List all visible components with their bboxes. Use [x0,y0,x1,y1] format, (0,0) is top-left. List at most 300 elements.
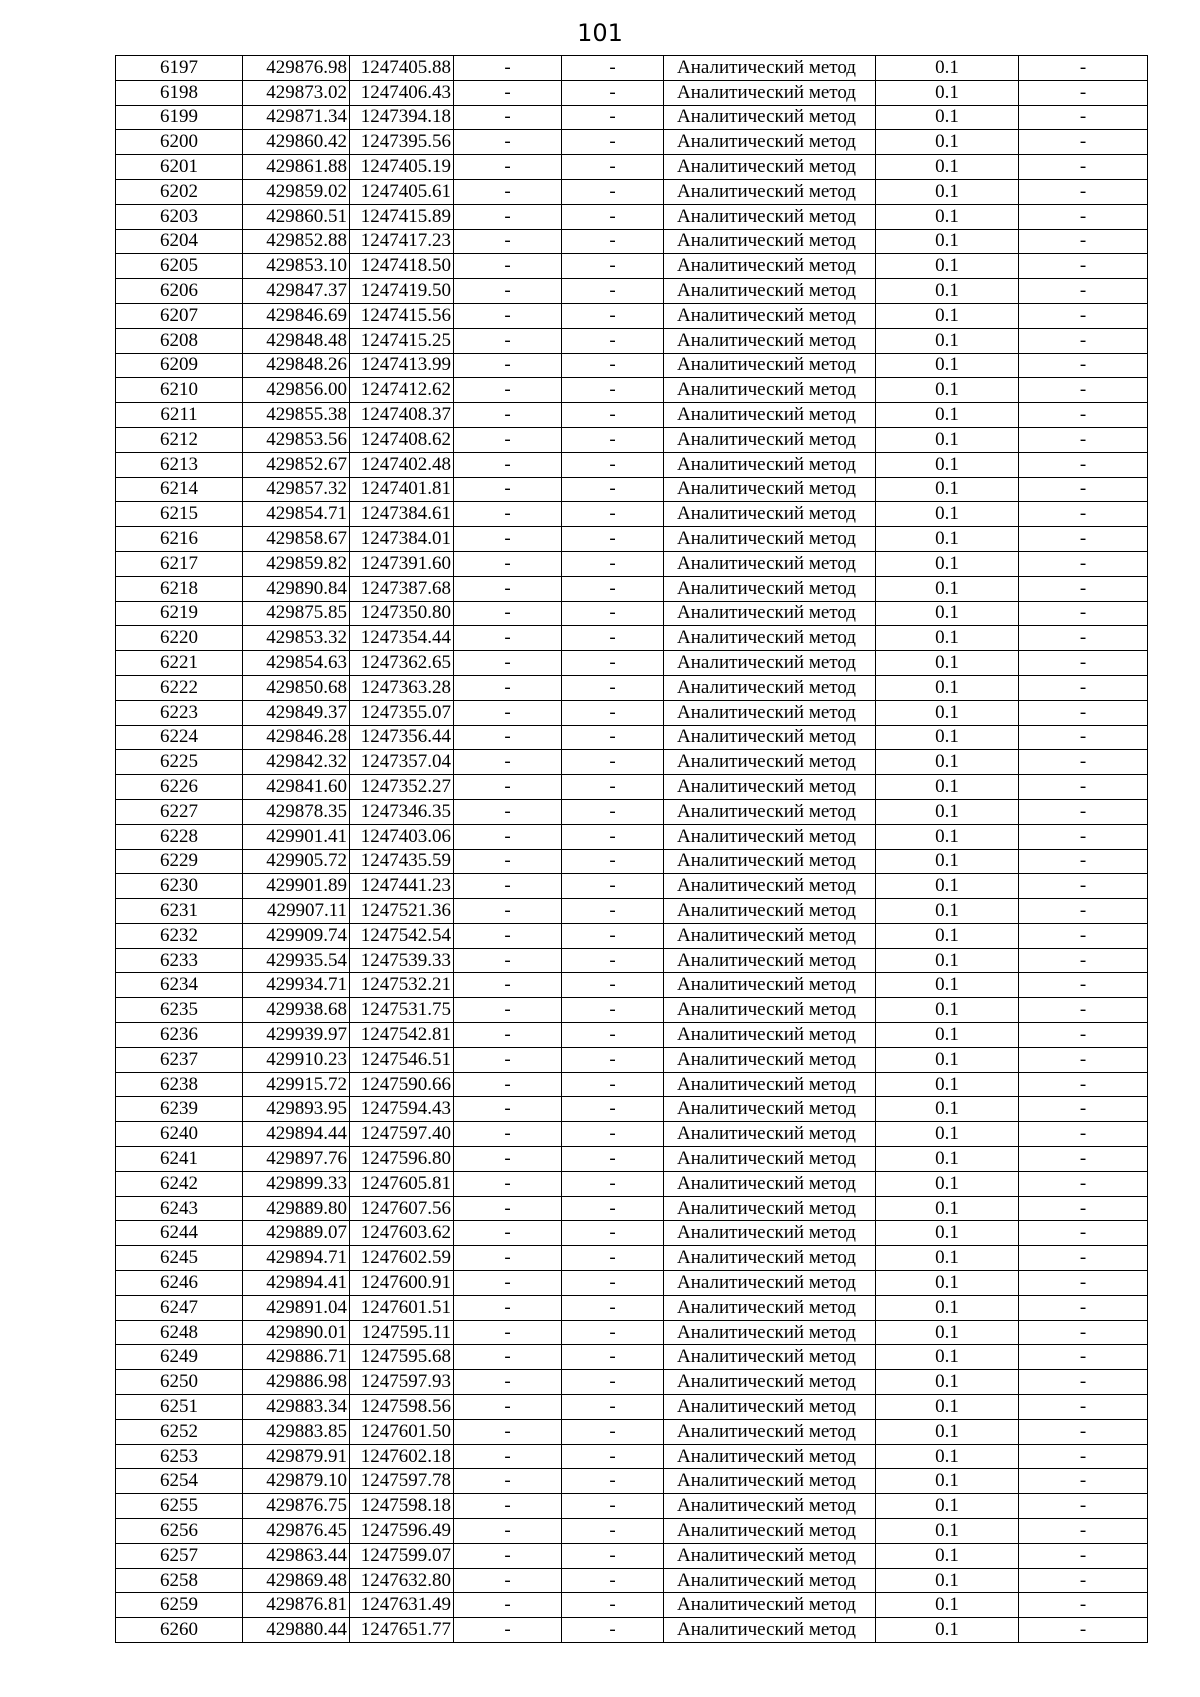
empty-cell: - [454,155,562,180]
empty-cell: - [562,1419,664,1444]
table-row [116,601,1148,626]
empty-cell: - [454,601,562,626]
empty-cell: - [562,1171,664,1196]
empty-cell: - [562,328,664,353]
empty-cell: - [454,1246,562,1271]
table-row [116,750,1148,775]
table-row [116,1469,1148,1494]
empty-cell: - [454,303,562,328]
empty-cell: - [1019,1320,1148,1345]
empty-cell: - [454,1221,562,1246]
table-row [116,80,1148,105]
empty-cell: - [562,378,664,403]
empty-cell: - [454,502,562,527]
empty-cell: - [562,254,664,279]
empty-cell: - [562,824,664,849]
y-coordinate-cell: 1247435.59 [350,849,454,874]
y-coordinate-cell: 1247384.61 [350,502,454,527]
table-row [116,502,1148,527]
accuracy-cell: 0.1 [876,1295,1019,1320]
empty-cell: - [454,56,562,81]
method-cell: Аналитический метод [664,229,876,254]
empty-cell: - [454,799,562,824]
point-number-cell: 6220 [116,626,243,651]
x-coordinate-cell: 429938.68 [243,998,350,1023]
table-row [116,874,1148,899]
table-row [116,427,1148,452]
accuracy-cell: 0.1 [876,1568,1019,1593]
empty-cell: - [454,750,562,775]
y-coordinate-cell: 1247406.43 [350,80,454,105]
empty-cell: - [562,80,664,105]
x-coordinate-cell: 429894.41 [243,1271,350,1296]
table-row [116,1519,1148,1544]
empty-cell: - [1019,750,1148,775]
accuracy-cell: 0.1 [876,899,1019,924]
method-cell: Аналитический метод [664,1072,876,1097]
point-number-cell: 6217 [116,551,243,576]
x-coordinate-cell: 429889.07 [243,1221,350,1246]
accuracy-cell: 0.1 [876,80,1019,105]
empty-cell: - [562,1196,664,1221]
point-number-cell: 6205 [116,254,243,279]
y-coordinate-cell: 1247419.50 [350,279,454,304]
table-row [116,675,1148,700]
empty-cell: - [1019,179,1148,204]
empty-cell: - [1019,1271,1148,1296]
empty-cell: - [454,1320,562,1345]
x-coordinate-cell: 429854.71 [243,502,350,527]
point-number-cell: 6225 [116,750,243,775]
accuracy-cell: 0.1 [876,923,1019,948]
point-number-cell: 6222 [116,675,243,700]
y-coordinate-cell: 1247607.56 [350,1196,454,1221]
y-coordinate-cell: 1247531.75 [350,998,454,1023]
empty-cell: - [1019,1345,1148,1370]
x-coordinate-cell: 429857.32 [243,477,350,502]
accuracy-cell: 0.1 [876,1395,1019,1420]
empty-cell: - [454,1047,562,1072]
empty-cell: - [454,1419,562,1444]
table-row [116,1618,1148,1643]
method-cell: Аналитический метод [664,1097,876,1122]
accuracy-cell: 0.1 [876,204,1019,229]
accuracy-cell: 0.1 [876,477,1019,502]
empty-cell: - [562,1147,664,1172]
x-coordinate-cell: 429853.32 [243,626,350,651]
x-coordinate-cell: 429850.68 [243,675,350,700]
point-number-cell: 6224 [116,725,243,750]
empty-cell: - [454,204,562,229]
accuracy-cell: 0.1 [876,601,1019,626]
table-row [116,1568,1148,1593]
empty-cell: - [562,179,664,204]
point-number-cell: 6202 [116,179,243,204]
method-cell: Аналитический метод [664,80,876,105]
accuracy-cell: 0.1 [876,948,1019,973]
empty-cell: - [454,775,562,800]
empty-cell: - [562,229,664,254]
table-row [116,155,1148,180]
empty-cell: - [454,576,562,601]
x-coordinate-cell: 429901.89 [243,874,350,899]
empty-cell: - [1019,1543,1148,1568]
method-cell: Аналитический метод [664,1469,876,1494]
empty-cell: - [562,204,664,229]
empty-cell: - [562,477,664,502]
method-cell: Аналитический метод [664,1618,876,1643]
empty-cell: - [1019,1469,1148,1494]
y-coordinate-cell: 1247602.59 [350,1246,454,1271]
empty-cell: - [1019,1419,1148,1444]
y-coordinate-cell: 1247597.40 [350,1122,454,1147]
empty-cell: - [1019,923,1148,948]
y-coordinate-cell: 1247384.01 [350,527,454,552]
accuracy-cell: 0.1 [876,973,1019,998]
accuracy-cell: 0.1 [876,1023,1019,1048]
point-number-cell: 6219 [116,601,243,626]
empty-cell: - [454,1271,562,1296]
empty-cell: - [562,948,664,973]
method-cell: Аналитический метод [664,551,876,576]
y-coordinate-cell: 1247597.93 [350,1370,454,1395]
empty-cell: - [1019,1568,1148,1593]
method-cell: Аналитический метод [664,576,876,601]
empty-cell: - [454,254,562,279]
x-coordinate-cell: 429894.44 [243,1122,350,1147]
y-coordinate-cell: 1247413.99 [350,353,454,378]
x-coordinate-cell: 429910.23 [243,1047,350,1072]
accuracy-cell: 0.1 [876,1320,1019,1345]
table-row [116,1023,1148,1048]
table-row [116,452,1148,477]
method-cell: Аналитический метод [664,775,876,800]
x-coordinate-cell: 429860.51 [243,204,350,229]
table-row [116,1345,1148,1370]
accuracy-cell: 0.1 [876,1072,1019,1097]
x-coordinate-cell: 429852.88 [243,229,350,254]
method-cell: Аналитический метод [664,452,876,477]
x-coordinate-cell: 429847.37 [243,279,350,304]
y-coordinate-cell: 1247651.77 [350,1618,454,1643]
empty-cell: - [454,1072,562,1097]
empty-cell: - [1019,725,1148,750]
empty-cell: - [562,1593,664,1618]
point-number-cell: 6232 [116,923,243,948]
point-number-cell: 6231 [116,899,243,924]
accuracy-cell: 0.1 [876,1494,1019,1519]
empty-cell: - [562,303,664,328]
point-number-cell: 6243 [116,1196,243,1221]
empty-cell: - [1019,1370,1148,1395]
accuracy-cell: 0.1 [876,1469,1019,1494]
point-number-cell: 6214 [116,477,243,502]
empty-cell: - [562,1543,664,1568]
y-coordinate-cell: 1247352.27 [350,775,454,800]
empty-cell: - [1019,576,1148,601]
table-row [116,204,1148,229]
empty-cell: - [562,1320,664,1345]
y-coordinate-cell: 1247402.48 [350,452,454,477]
empty-cell: - [1019,1444,1148,1469]
accuracy-cell: 0.1 [876,874,1019,899]
point-number-cell: 6246 [116,1271,243,1296]
accuracy-cell: 0.1 [876,824,1019,849]
table-row [116,1147,1148,1172]
point-number-cell: 6241 [116,1147,243,1172]
table-row [116,1271,1148,1296]
x-coordinate-cell: 429841.60 [243,775,350,800]
point-number-cell: 6234 [116,973,243,998]
table-row [116,1072,1148,1097]
table-row [116,576,1148,601]
empty-cell: - [562,725,664,750]
point-number-cell: 6215 [116,502,243,527]
empty-cell: - [562,923,664,948]
table-row [116,651,1148,676]
empty-cell: - [454,1023,562,1048]
point-number-cell: 6227 [116,799,243,824]
y-coordinate-cell: 1247403.06 [350,824,454,849]
empty-cell: - [1019,1221,1148,1246]
empty-cell: - [1019,279,1148,304]
point-number-cell: 6218 [116,576,243,601]
empty-cell: - [1019,353,1148,378]
x-coordinate-cell: 429859.82 [243,551,350,576]
table-row [116,923,1148,948]
accuracy-cell: 0.1 [876,700,1019,725]
y-coordinate-cell: 1247350.80 [350,601,454,626]
point-number-cell: 6197 [116,56,243,81]
x-coordinate-cell: 429871.34 [243,105,350,130]
table-row [116,849,1148,874]
method-cell: Аналитический метод [664,130,876,155]
empty-cell: - [1019,551,1148,576]
accuracy-cell: 0.1 [876,1271,1019,1296]
table-row [116,1246,1148,1271]
point-number-cell: 6238 [116,1072,243,1097]
empty-cell: - [1019,477,1148,502]
empty-cell: - [1019,626,1148,651]
accuracy-cell: 0.1 [876,105,1019,130]
empty-cell: - [454,998,562,1023]
table-row [116,1097,1148,1122]
x-coordinate-cell: 429880.44 [243,1618,350,1643]
empty-cell: - [1019,303,1148,328]
point-number-cell: 6259 [116,1593,243,1618]
empty-cell: - [454,80,562,105]
empty-cell: - [1019,1295,1148,1320]
accuracy-cell: 0.1 [876,849,1019,874]
method-cell: Аналитический метод [664,1196,876,1221]
empty-cell: - [454,700,562,725]
point-number-cell: 6216 [116,527,243,552]
y-coordinate-cell: 1247415.25 [350,328,454,353]
empty-cell: - [562,1221,664,1246]
x-coordinate-cell: 429879.10 [243,1469,350,1494]
empty-cell: - [454,923,562,948]
method-cell: Аналитический метод [664,155,876,180]
x-coordinate-cell: 429846.69 [243,303,350,328]
accuracy-cell: 0.1 [876,403,1019,428]
x-coordinate-cell: 429856.00 [243,378,350,403]
empty-cell: - [562,1246,664,1271]
table-row [116,824,1148,849]
x-coordinate-cell: 429846.28 [243,725,350,750]
method-cell: Аналитический метод [664,1246,876,1271]
empty-cell: - [562,1122,664,1147]
empty-cell: - [1019,948,1148,973]
y-coordinate-cell: 1247597.78 [350,1469,454,1494]
y-coordinate-cell: 1247602.18 [350,1444,454,1469]
method-cell: Аналитический метод [664,824,876,849]
y-coordinate-cell: 1247363.28 [350,675,454,700]
empty-cell: - [454,948,562,973]
method-cell: Аналитический метод [664,1147,876,1172]
empty-cell: - [454,824,562,849]
empty-cell: - [1019,874,1148,899]
method-cell: Аналитический метод [664,1320,876,1345]
empty-cell: - [454,527,562,552]
accuracy-cell: 0.1 [876,254,1019,279]
method-cell: Аналитический метод [664,56,876,81]
y-coordinate-cell: 1247355.07 [350,700,454,725]
x-coordinate-cell: 429849.37 [243,700,350,725]
accuracy-cell: 0.1 [876,328,1019,353]
table-row [116,1320,1148,1345]
y-coordinate-cell: 1247594.43 [350,1097,454,1122]
empty-cell: - [1019,130,1148,155]
x-coordinate-cell: 429859.02 [243,179,350,204]
empty-cell: - [1019,651,1148,676]
empty-cell: - [1019,155,1148,180]
point-number-cell: 6260 [116,1618,243,1643]
y-coordinate-cell: 1247354.44 [350,626,454,651]
y-coordinate-cell: 1247598.56 [350,1395,454,1420]
x-coordinate-cell: 429848.48 [243,328,350,353]
accuracy-cell: 0.1 [876,303,1019,328]
point-number-cell: 6229 [116,849,243,874]
empty-cell: - [1019,328,1148,353]
empty-cell: - [562,279,664,304]
table-row [116,1221,1148,1246]
accuracy-cell: 0.1 [876,626,1019,651]
empty-cell: - [1019,527,1148,552]
method-cell: Аналитический метод [664,1345,876,1370]
y-coordinate-cell: 1247401.81 [350,477,454,502]
x-coordinate-cell: 429878.35 [243,799,350,824]
point-number-cell: 6213 [116,452,243,477]
table-row [116,56,1148,81]
empty-cell: - [454,452,562,477]
accuracy-cell: 0.1 [876,651,1019,676]
table-row [116,353,1148,378]
empty-cell: - [1019,403,1148,428]
table-row [116,551,1148,576]
table-row [116,527,1148,552]
method-cell: Аналитический метод [664,353,876,378]
point-number-cell: 6248 [116,1320,243,1345]
empty-cell: - [1019,1494,1148,1519]
accuracy-cell: 0.1 [876,1147,1019,1172]
empty-cell: - [562,452,664,477]
empty-cell: - [1019,1171,1148,1196]
empty-cell: - [562,874,664,899]
x-coordinate-cell: 429855.38 [243,403,350,428]
empty-cell: - [562,675,664,700]
empty-cell: - [1019,427,1148,452]
method-cell: Аналитический метод [664,1568,876,1593]
method-cell: Аналитический метод [664,477,876,502]
point-number-cell: 6228 [116,824,243,849]
table-row [116,477,1148,502]
empty-cell: - [562,427,664,452]
point-number-cell: 6252 [116,1419,243,1444]
y-coordinate-cell: 1247346.35 [350,799,454,824]
empty-cell: - [1019,452,1148,477]
empty-cell: - [1019,56,1148,81]
point-number-cell: 6242 [116,1171,243,1196]
empty-cell: - [454,1171,562,1196]
empty-cell: - [454,378,562,403]
table-row [116,973,1148,998]
x-coordinate-cell: 429848.26 [243,353,350,378]
y-coordinate-cell: 1247408.37 [350,403,454,428]
table-row [116,998,1148,1023]
empty-cell: - [454,229,562,254]
accuracy-cell: 0.1 [876,725,1019,750]
empty-cell: - [1019,849,1148,874]
method-cell: Аналитический метод [664,799,876,824]
point-number-cell: 6211 [116,403,243,428]
empty-cell: - [1019,1196,1148,1221]
x-coordinate-cell: 429873.02 [243,80,350,105]
x-coordinate-cell: 429905.72 [243,849,350,874]
accuracy-cell: 0.1 [876,1519,1019,1544]
y-coordinate-cell: 1247412.62 [350,378,454,403]
accuracy-cell: 0.1 [876,675,1019,700]
point-number-cell: 6198 [116,80,243,105]
table-row [116,254,1148,279]
accuracy-cell: 0.1 [876,1543,1019,1568]
empty-cell: - [454,675,562,700]
y-coordinate-cell: 1247603.62 [350,1221,454,1246]
method-cell: Аналитический метод [664,1543,876,1568]
x-coordinate-cell: 429909.74 [243,923,350,948]
method-cell: Аналитический метод [664,849,876,874]
x-coordinate-cell: 429876.45 [243,1519,350,1544]
table-row [116,1444,1148,1469]
x-coordinate-cell: 429939.97 [243,1023,350,1048]
x-coordinate-cell: 429897.76 [243,1147,350,1172]
point-number-cell: 6254 [116,1469,243,1494]
accuracy-cell: 0.1 [876,502,1019,527]
empty-cell: - [1019,1072,1148,1097]
empty-cell: - [562,775,664,800]
y-coordinate-cell: 1247356.44 [350,725,454,750]
empty-cell: - [1019,1047,1148,1072]
empty-cell: - [1019,254,1148,279]
empty-cell: - [454,725,562,750]
x-coordinate-cell: 429858.67 [243,527,350,552]
table-row [116,775,1148,800]
y-coordinate-cell: 1247596.80 [350,1147,454,1172]
x-coordinate-cell: 429876.98 [243,56,350,81]
method-cell: Аналитический метод [664,1221,876,1246]
empty-cell: - [562,1295,664,1320]
accuracy-cell: 0.1 [876,427,1019,452]
empty-cell: - [1019,1097,1148,1122]
